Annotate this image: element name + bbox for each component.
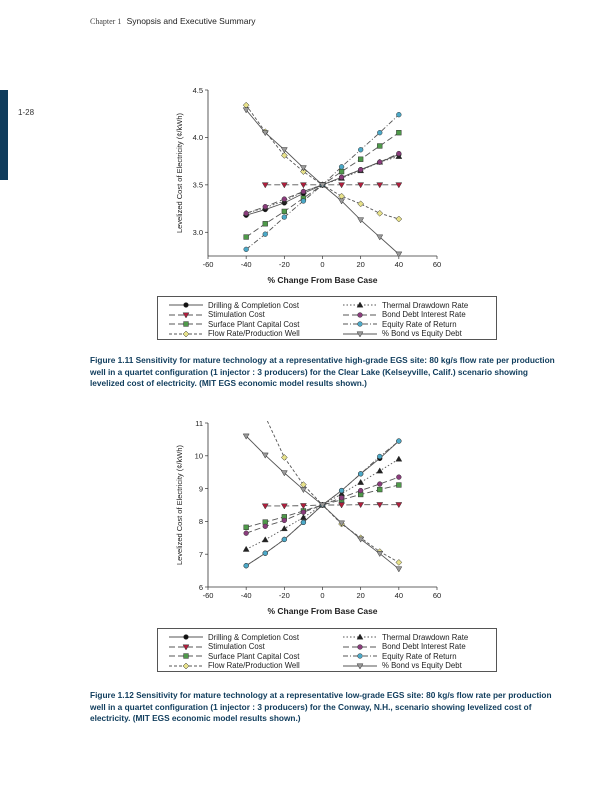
x-tick-label: -20: [278, 260, 290, 269]
y-tick-label: 3.5: [192, 180, 203, 190]
data-point-thermal-drawdown-rate: [281, 526, 287, 531]
data-point-bond-debt-interest-rate: [301, 510, 306, 515]
legend-marker: [184, 654, 189, 659]
legend-marker: [358, 312, 363, 317]
data-point-equity-rate-of-return: [244, 563, 249, 568]
data-point-bond-debt-interest-rate: [339, 495, 344, 500]
data-point-thermal-drawdown-rate: [377, 468, 383, 473]
legend-label: Bond Debt Interest Rate: [382, 642, 466, 652]
plot-area: [243, 415, 402, 572]
legend-marker: [358, 654, 363, 659]
section-title: Synopsis and Executive Summary: [126, 16, 256, 26]
data-point-flow-rate-production-well: [339, 193, 345, 199]
data-point-bond-debt-interest-rate: [377, 482, 382, 487]
data-point-flow-rate-production-well: [243, 102, 249, 108]
y-tick-label: 11: [195, 418, 203, 428]
legend-label: Stimulation Cost: [208, 642, 265, 652]
data-point-bond-debt-interest-rate: [396, 475, 401, 480]
legend-label: Bond Debt Interest Rate: [382, 310, 466, 320]
legend-swatch: [168, 319, 204, 329]
data-point-bond-debt-interest-rate: [358, 488, 363, 493]
data-point-thermal-drawdown-rate: [243, 546, 249, 551]
legend-item-flow-rate-production-well: [168, 329, 300, 339]
legend-item-flow-rate-production-well: [168, 661, 300, 671]
x-tick-label: 40: [394, 591, 404, 600]
legend-marker: [183, 331, 189, 337]
legend-marker: [183, 663, 189, 669]
legend-label: Flow Rate/Production Well: [208, 329, 300, 339]
chapter-label: Chapter 1: [90, 17, 122, 26]
data-point-equity-rate-of-return: [301, 520, 306, 525]
y-tick-label: 9: [198, 484, 203, 494]
y-axis-title: Levelized Cost of Electricity (¢/kWh): [175, 444, 184, 566]
legend-swatch: [168, 661, 204, 671]
data-point-bond-debt-interest-rate: [358, 167, 363, 172]
legend-item-stimulation-cost: [168, 642, 265, 652]
data-point-equity-rate-of-return: [377, 130, 382, 135]
y-tick-label: 4.0: [192, 133, 203, 143]
legend-swatch: [168, 300, 204, 310]
legend-swatch: [342, 661, 378, 671]
x-tick-label: 20: [356, 260, 365, 269]
legend-item-surface-plant-capital-cost: [168, 319, 299, 329]
legend-label: Flow Rate/Production Well: [208, 661, 300, 671]
y-axis-title: Levelized Cost of Electricity (¢/kWh): [175, 112, 184, 234]
data-point-flow-rate-production-well: [396, 216, 402, 222]
data-point-bond-debt-interest-rate: [377, 160, 382, 165]
x-tick-label: 20: [356, 591, 365, 600]
x-tick-label: 60: [432, 260, 442, 269]
data-point-surface-plant-capital-cost: [396, 130, 401, 135]
legend-label: % Bond vs Equity Debt: [382, 661, 462, 671]
figure-caption-1-11: Figure 1.11 Sensitivity for mature technology at a representative high-grade EGS site: 80 kg/s flow rate per production well in a quartet configuration (1 injector : 3 producers) for the Clear Lake (Kelseyville, Calif.) scenario showing levelized cost of electricity. (MIT EGS economic model results shown.): [90, 355, 555, 388]
legend-item-thermal-drawdown-rate: [342, 300, 468, 310]
legend-swatch: [168, 651, 204, 661]
legend-swatch: [342, 632, 378, 642]
x-tick-label: -40: [240, 260, 252, 269]
data-point-equity-rate-of-return: [358, 147, 363, 152]
legend-label: Surface Plant Capital Cost: [208, 651, 300, 661]
data-point-bond-vs-equity-debt: [396, 567, 402, 572]
legend-label: Thermal Drawdown Rate: [382, 632, 469, 642]
legend-item-equity-rate-of-return: [342, 651, 457, 661]
legend-item-bond-debt-interest-rate: [342, 642, 466, 652]
legend-label: Drilling & Completion Cost: [208, 632, 299, 642]
data-point-bond-debt-interest-rate: [282, 518, 287, 523]
data-point-surface-plant-capital-cost: [396, 483, 401, 488]
data-point-equity-rate-of-return: [263, 551, 268, 556]
chart-figure-1-12: [0, 415, 612, 620]
legend-marker: [184, 322, 189, 327]
legend-label: Equity Rate of Return: [382, 319, 457, 329]
legend-swatch: [342, 310, 378, 320]
data-point-equity-rate-of-return: [301, 199, 306, 204]
data-point-equity-rate-of-return: [396, 439, 401, 444]
data-point-thermal-drawdown-rate: [396, 456, 402, 461]
data-point-flow-rate-production-well: [396, 559, 402, 565]
x-tick-label: -20: [278, 591, 290, 600]
data-point-surface-plant-capital-cost: [377, 144, 382, 149]
legend-item-stimulation-cost: [168, 310, 265, 320]
legend-item-bond-vs-equity-debt: [342, 661, 462, 671]
y-tick-label: 4.5: [192, 85, 203, 95]
legend-label: Thermal Drawdown Rate: [382, 300, 469, 310]
legend-label: % Bond vs Equity Debt: [382, 329, 462, 339]
y-tick-label: 7: [198, 550, 203, 559]
data-point-surface-plant-capital-cost: [263, 221, 268, 226]
data-point-equity-rate-of-return: [339, 488, 344, 493]
y-tick-label: 8: [198, 517, 203, 527]
x-tick-label: -40: [240, 591, 252, 600]
legend-swatch: [168, 310, 204, 320]
data-point-thermal-drawdown-rate: [262, 537, 268, 542]
y-tick-label: 6: [198, 582, 203, 592]
data-point-flow-rate-production-well: [262, 415, 268, 419]
x-tick-label: 60: [432, 591, 442, 600]
data-point-surface-plant-capital-cost: [282, 209, 287, 214]
data-point-bond-debt-interest-rate: [282, 197, 287, 202]
data-point-equity-rate-of-return: [244, 247, 249, 252]
data-point-bond-debt-interest-rate: [339, 175, 344, 180]
legend-item-bond-vs-equity-debt: [342, 329, 462, 339]
x-tick-label: 0: [320, 260, 325, 269]
legend-swatch: [168, 642, 204, 652]
legend-swatch: [168, 632, 204, 642]
data-point-equity-rate-of-return: [396, 112, 401, 117]
y-tick-label: 10: [194, 451, 203, 461]
data-point-equity-rate-of-return: [282, 537, 287, 542]
x-tick-label: -60: [202, 591, 214, 600]
data-point-bond-debt-interest-rate: [263, 524, 268, 529]
data-point-surface-plant-capital-cost: [358, 157, 363, 162]
legend-marker: [358, 644, 363, 649]
legend-item-drilling-completion-cost: [168, 632, 299, 642]
legend-label: Drilling & Completion Cost: [208, 300, 299, 310]
data-point-bond-debt-interest-rate: [301, 189, 306, 194]
data-point-thermal-drawdown-rate: [358, 479, 364, 484]
data-point-bond-debt-interest-rate: [263, 204, 268, 209]
series-line-flow-rate-production-well: [246, 105, 399, 219]
legend-marker: [184, 303, 189, 308]
legend-swatch: [342, 642, 378, 652]
x-axis-title: % Change From Base Case: [267, 606, 378, 616]
legend-item-bond-debt-interest-rate: [342, 310, 466, 320]
data-point-bond-debt-interest-rate: [244, 211, 249, 216]
x-axis-title: % Change From Base Case: [267, 275, 378, 285]
data-point-surface-plant-capital-cost: [339, 169, 344, 174]
data-point-surface-plant-capital-cost: [377, 487, 382, 492]
data-point-flow-rate-production-well: [358, 201, 364, 207]
data-point-bond-debt-interest-rate: [244, 531, 249, 536]
data-point-flow-rate-production-well: [281, 454, 287, 460]
legend-marker: [184, 635, 189, 640]
data-point-surface-plant-capital-cost: [244, 235, 249, 240]
legend-swatch: [342, 651, 378, 661]
data-point-bond-vs-equity-debt: [358, 537, 364, 542]
chart-legend-figure-1-11: [157, 296, 497, 340]
legend-swatch: [168, 329, 204, 339]
legend-swatch: [342, 329, 378, 339]
data-point-equity-rate-of-return: [377, 454, 382, 459]
legend-item-surface-plant-capital-cost: [168, 651, 299, 661]
legend-label: Surface Plant Capital Cost: [208, 319, 300, 329]
data-point-flow-rate-production-well: [377, 210, 383, 216]
legend-label: Stimulation Cost: [208, 310, 265, 320]
page-number: 1-28: [18, 108, 35, 117]
x-tick-label: -60: [202, 260, 214, 269]
data-point-equity-rate-of-return: [358, 471, 363, 476]
chart-figure-1-11: [0, 80, 612, 295]
y-tick-label: 3.0: [192, 228, 203, 238]
legend-item-drilling-completion-cost: [168, 300, 299, 310]
legend-marker: [358, 322, 363, 327]
legend-item-equity-rate-of-return: [342, 319, 457, 329]
legend-item-thermal-drawdown-rate: [342, 632, 468, 642]
data-point-surface-plant-capital-cost: [244, 525, 249, 530]
legend-label: Equity Rate of Return: [382, 651, 457, 661]
legend-swatch: [342, 319, 378, 329]
data-point-equity-rate-of-return: [339, 164, 344, 169]
x-tick-label: 0: [320, 591, 325, 600]
data-point-bond-debt-interest-rate: [396, 151, 401, 156]
data-point-equity-rate-of-return: [282, 215, 287, 220]
legend-swatch: [342, 300, 378, 310]
chart-legend-figure-1-12: [157, 628, 497, 672]
running-header: [90, 16, 256, 26]
data-point-thermal-drawdown-rate: [300, 514, 306, 519]
data-point-equity-rate-of-return: [263, 232, 268, 237]
x-tick-label: 40: [394, 260, 404, 269]
figure-caption-1-12: Figure 1.12 Sensitivity for mature technology at a representative low-grade EGS site: 80 kg/s flow rate per production well in a quartet configuration (1 injector : 3 producers) for the Conway, N.H., scenario showing levelized cost of electricity. (MIT EGS economic model results shown.): [90, 690, 552, 723]
plot-area: [243, 102, 402, 257]
